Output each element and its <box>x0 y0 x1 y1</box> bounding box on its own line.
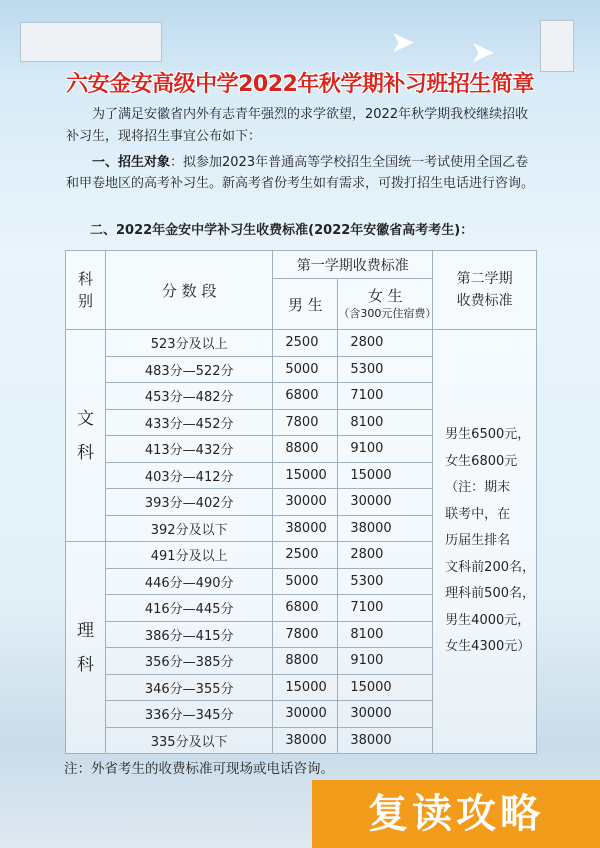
male-fee: 7800 <box>273 409 338 436</box>
female-fee: 15000 <box>338 674 433 701</box>
female-fee: 9100 <box>338 648 433 675</box>
female-fee: 5300 <box>338 568 433 595</box>
female-fee: 7100 <box>338 383 433 410</box>
section-2-heading: 二、2022年金安中学补习生收费标准(2022年安徽省高考考生)： <box>90 223 474 238</box>
table-block <box>65 250 537 778</box>
subject-char: 理 <box>76 620 94 641</box>
female-fee: 15000 <box>338 462 433 489</box>
paper-plane-icon: ➤ <box>390 25 416 60</box>
male-fee: 5000 <box>273 568 338 595</box>
male-fee: 7800 <box>273 621 338 648</box>
male-fee: 2500 <box>273 330 338 357</box>
paper-plane-icon: ➤ <box>470 35 496 70</box>
header-male: 男 生 <box>273 279 338 330</box>
score-range: 453分—482分 <box>105 383 272 410</box>
term2-line: 男生4000元， <box>445 612 531 628</box>
school-building-image <box>20 22 162 62</box>
male-fee: 38000 <box>273 727 338 754</box>
male-fee: 8800 <box>273 648 338 675</box>
table-row <box>66 330 537 357</box>
term2-line: 历届生排名 <box>445 533 511 549</box>
term2-line: 女生4300元） <box>445 639 531 655</box>
footnote: 注：外省考生的收费标准可现场或电话咨询。 <box>64 761 334 777</box>
female-fee: 8100 <box>338 621 433 648</box>
male-fee: 2500 <box>273 542 338 569</box>
score-range: 346分—355分 <box>105 674 272 701</box>
term2-line: 女生6800元 <box>445 453 518 469</box>
section-1-text: ：拟参加2023年普通高等学校招生全国统一考试使用全国乙卷和甲卷地区的高考补习生。新高考省份考生如有需求，可拨打招生电话进行咨询。 <box>66 155 535 191</box>
male-fee: 30000 <box>273 701 338 728</box>
header-subject: 科别 <box>66 251 106 330</box>
term2-line: 联考中，在 <box>445 506 511 522</box>
header-score: 分 数 段 <box>105 251 272 330</box>
intro-paragraph: 为了满足安徽省内外有志青年强烈的求学欲望，2022年秋学期我校继续招收补习生，现将招生事宜公布如下： <box>66 107 529 144</box>
score-range: 523分及以上 <box>105 330 272 357</box>
female-fee: 38000 <box>338 515 433 542</box>
male-fee: 8800 <box>273 436 338 463</box>
term2-line: （注：期末 <box>445 480 511 496</box>
score-range: 413分—432分 <box>105 436 272 463</box>
header-female-label: 女 生 <box>367 287 403 305</box>
header-female-note: （含300元住宿费） <box>338 307 437 320</box>
subject-char: 科 <box>76 654 94 675</box>
male-fee: 38000 <box>273 515 338 542</box>
score-range: 446分—490分 <box>105 568 272 595</box>
female-fee: 7100 <box>338 595 433 622</box>
term2-line: 文科前200名， <box>445 559 535 575</box>
score-range: 416分—445分 <box>105 595 272 622</box>
male-fee: 30000 <box>273 489 338 516</box>
score-range: 335分及以下 <box>105 727 272 754</box>
score-range: 403分—412分 <box>105 462 272 489</box>
male-fee: 6800 <box>273 383 338 410</box>
score-range: 433分—452分 <box>105 409 272 436</box>
female-fee: 2800 <box>338 330 433 357</box>
score-range: 483分—522分 <box>105 356 272 383</box>
term2-line: 男生6500元， <box>445 427 531 443</box>
subject-char: 科 <box>76 442 94 463</box>
female-fee: 30000 <box>338 489 433 516</box>
tower-image <box>540 20 574 72</box>
male-fee: 6800 <box>273 595 338 622</box>
term2-line: 理科前500名， <box>445 586 535 602</box>
female-fee: 5300 <box>338 356 433 383</box>
score-range: 336分—345分 <box>105 701 272 728</box>
header-female <box>338 279 437 330</box>
score-range: 393分—402分 <box>105 489 272 516</box>
fee-table <box>65 250 537 754</box>
male-fee: 15000 <box>273 674 338 701</box>
header-term2: 第二学期收费标准 <box>433 251 537 330</box>
score-range: 356分—385分 <box>105 648 272 675</box>
brand-banner: 复读攻略 <box>312 780 600 848</box>
subject-wen <box>66 330 106 542</box>
female-fee: 30000 <box>338 701 433 728</box>
score-range: 392分及以下 <box>105 515 272 542</box>
page-title: 六安金安高级中学2022年秋学期补习班招生简章 <box>66 72 534 97</box>
female-fee: 2800 <box>338 542 433 569</box>
female-fee: 38000 <box>338 727 433 754</box>
male-fee: 5000 <box>273 356 338 383</box>
female-fee: 9100 <box>338 436 433 463</box>
header-term1: 第一学期收费标准 <box>273 251 433 279</box>
female-fee: 8100 <box>338 409 433 436</box>
section-1 <box>66 152 538 194</box>
subject-char: 文 <box>76 408 94 429</box>
subject-li <box>66 542 106 754</box>
score-range: 386分—415分 <box>105 621 272 648</box>
term2-fee-note <box>433 330 537 754</box>
score-range: 491分及以上 <box>105 542 272 569</box>
male-fee: 15000 <box>273 462 338 489</box>
section-1-label: 一、招生对象 <box>92 155 171 170</box>
